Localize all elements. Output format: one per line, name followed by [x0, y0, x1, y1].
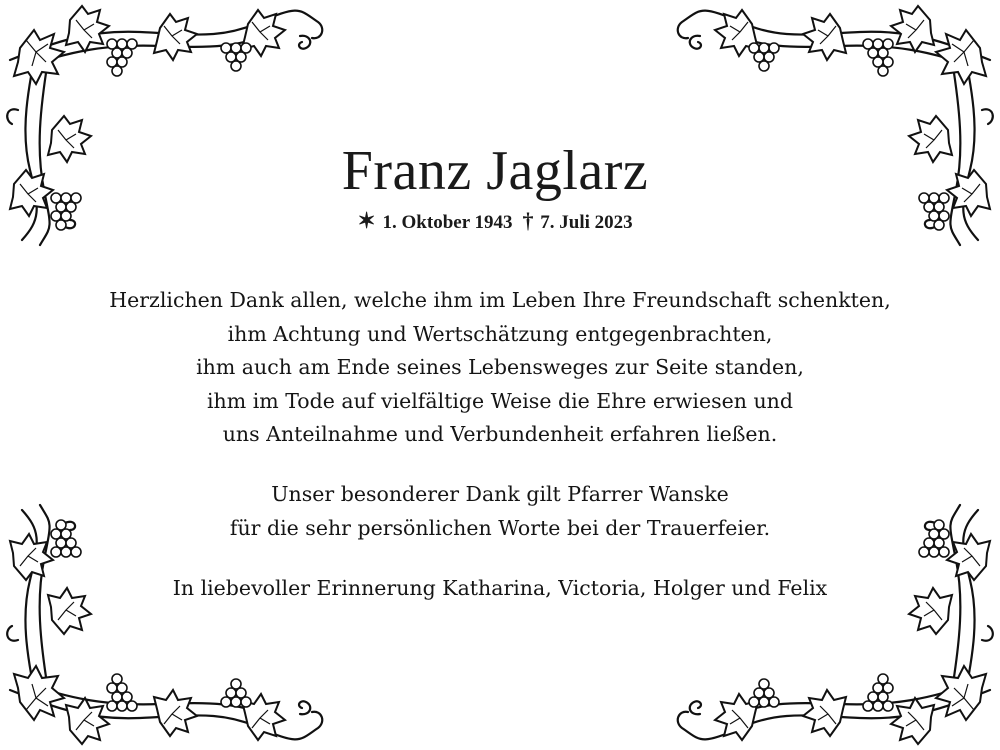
grapevine-ornament-top-left: [0, 0, 340, 250]
birth-date-text: 1. Oktober 1943: [382, 212, 513, 233]
grapevine-icon: [0, 0, 340, 250]
special-thanks-line: Unser besonderer Dank gilt Pfarrer Wanske: [271, 482, 729, 506]
death-date-text: 7. Juli 2023: [540, 212, 633, 233]
thanks-line: ihm auch am Ende seines Lebensweges zur Seite standen,: [196, 355, 804, 379]
thanks-line: ihm im Tode auf vielfältige Weise die Ehre erwiesen und: [207, 388, 793, 413]
star-icon: ✶: [357, 208, 376, 233]
thanks-line: Herzlichen Dank allen, welche ihm im Leben Ihre Freundschaft schenkten,: [109, 288, 891, 312]
obituary-header: [300, 138, 690, 234]
death-date: [523, 208, 633, 234]
grapevine-icon: [660, 0, 1000, 250]
cross-icon: †: [522, 208, 534, 233]
closing-signature: [50, 572, 950, 606]
closing-line: In liebevoller Erinnerung Katharina, Victoria, Holger und Felix: [172, 576, 828, 600]
thanks-line: ihm Achtung und Wertschätzung entgegenbrachten,: [227, 321, 773, 346]
thanks-line: uns Anteilnahme und Verbundenheit erfahren ließen.: [222, 422, 778, 446]
deceased-name: Franz Jaglarz: [341, 140, 649, 202]
thanks-paragraph: [50, 284, 950, 452]
life-dates: [300, 208, 690, 234]
special-thanks-paragraph: [50, 478, 950, 545]
special-thanks-line: für die sehr persönlichen Worte bei der Trauerfeier.: [229, 515, 771, 540]
birth-date: [357, 208, 512, 234]
grapevine-ornament-top-right: [660, 0, 1000, 250]
